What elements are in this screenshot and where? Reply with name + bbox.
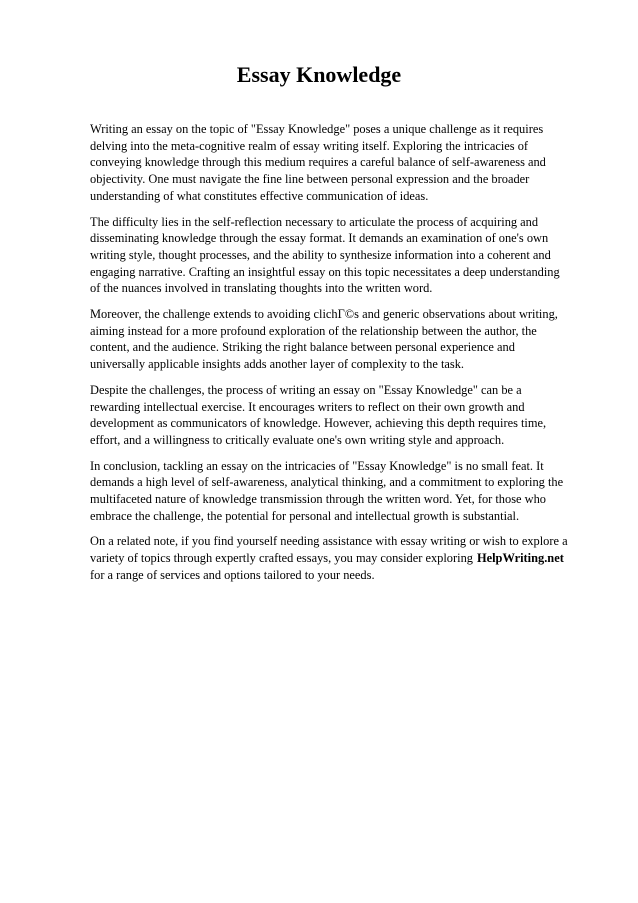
page-title: Essay Knowledge — [236, 62, 402, 87]
paragraph-line: Despite the challenges, the process of writing an essay on "Essay Knowledge" can be a — [90, 382, 522, 397]
paragraph-line: Writing an essay on the topic of "Essay Knowledge" poses a unique challenge as it requires — [90, 122, 544, 136]
paragraph-line: effort, and a willingness to critically evaluate one's own writing style and approach. — [90, 432, 505, 447]
paragraph-line: engaging narrative. Crafting an insightful essay on this topic necessitates a deep understanding — [90, 264, 560, 279]
paragraph-list — [90, 121, 590, 524]
paragraph-line: understanding of what constitutes effective communication of ideas. — [90, 188, 429, 203]
paragraph-line: writing style, thought processes, and the ability to synthesize information into a coherent and — [90, 247, 551, 262]
paragraph-line: delving into the meta-cognitive realm of essay writing itself. Exploring the intricacies of — [90, 138, 529, 153]
body-paragraph — [90, 214, 590, 298]
paragraph-line: universally applicable insights adds another layer of complexity to the task. — [90, 357, 465, 372]
body-paragraph — [90, 458, 590, 525]
paragraph-line: multifaceted nature of knowledge transmission through the written word. Yet, for those who — [90, 492, 546, 507]
paragraph-line: demands a high level of self-awareness, analytical thinking, and a commitment to exploring the — [90, 475, 564, 490]
closing-line-2 — [90, 550, 590, 567]
paragraph-line: In conclusion, tackling an essay on the intricacies of "Essay Knowledge" is no small feat. It — [90, 458, 544, 473]
closing-paragraph — [90, 533, 590, 583]
paragraph-line: development as communicators of knowledge. However, achieving this depth requires time, — [90, 416, 547, 431]
paragraph-line: content, and the audience. Striking the right balance between personal experience and — [90, 340, 515, 355]
helpwriting-link[interactable]: HelpWriting.net — [476, 551, 564, 566]
paragraph-line: rewarding intellectual exercise. It encourages writers to reflect on their own growth and — [90, 399, 525, 414]
paragraph-line: of the nuances involved in translating thoughts into the written word. — [90, 281, 433, 296]
paragraph-line: Moreover, the challenge extends to avoiding clichГ©s and generic observations about writing, — [90, 307, 558, 322]
paragraph-line: disseminating knowledge through the essay format. It demands an examination of one's own — [90, 231, 549, 246]
body-paragraph — [90, 121, 590, 205]
body-paragraph — [90, 306, 590, 373]
body-paragraph — [90, 382, 590, 449]
closing-line-3: for a range of services and options tailored to your needs. — [90, 567, 375, 582]
closing-line-2-text: variety of topics through expertly crafted essays, you may consider exploring — [90, 551, 473, 566]
paragraph-line: objectivity. One must navigate the fine line between personal expression and the broader — [90, 172, 530, 187]
paragraph-line: aiming instead for a more profound exploration of the relationship between the author, the — [90, 323, 537, 338]
document-body — [90, 121, 590, 593]
closing-line-1: On a related note, if you find yourself needing assistance with essay writing or wish to explore a — [90, 534, 568, 549]
paragraph-line: conveying knowledge through this medium requires a careful balance of self-awareness and — [90, 155, 546, 170]
paragraph-line: embrace the challenge, the potential for personal and intellectual growth is substantial. — [90, 508, 520, 523]
paragraph-line: The difficulty lies in the self-reflection necessary to articulate the process of acquiring and — [90, 214, 539, 229]
